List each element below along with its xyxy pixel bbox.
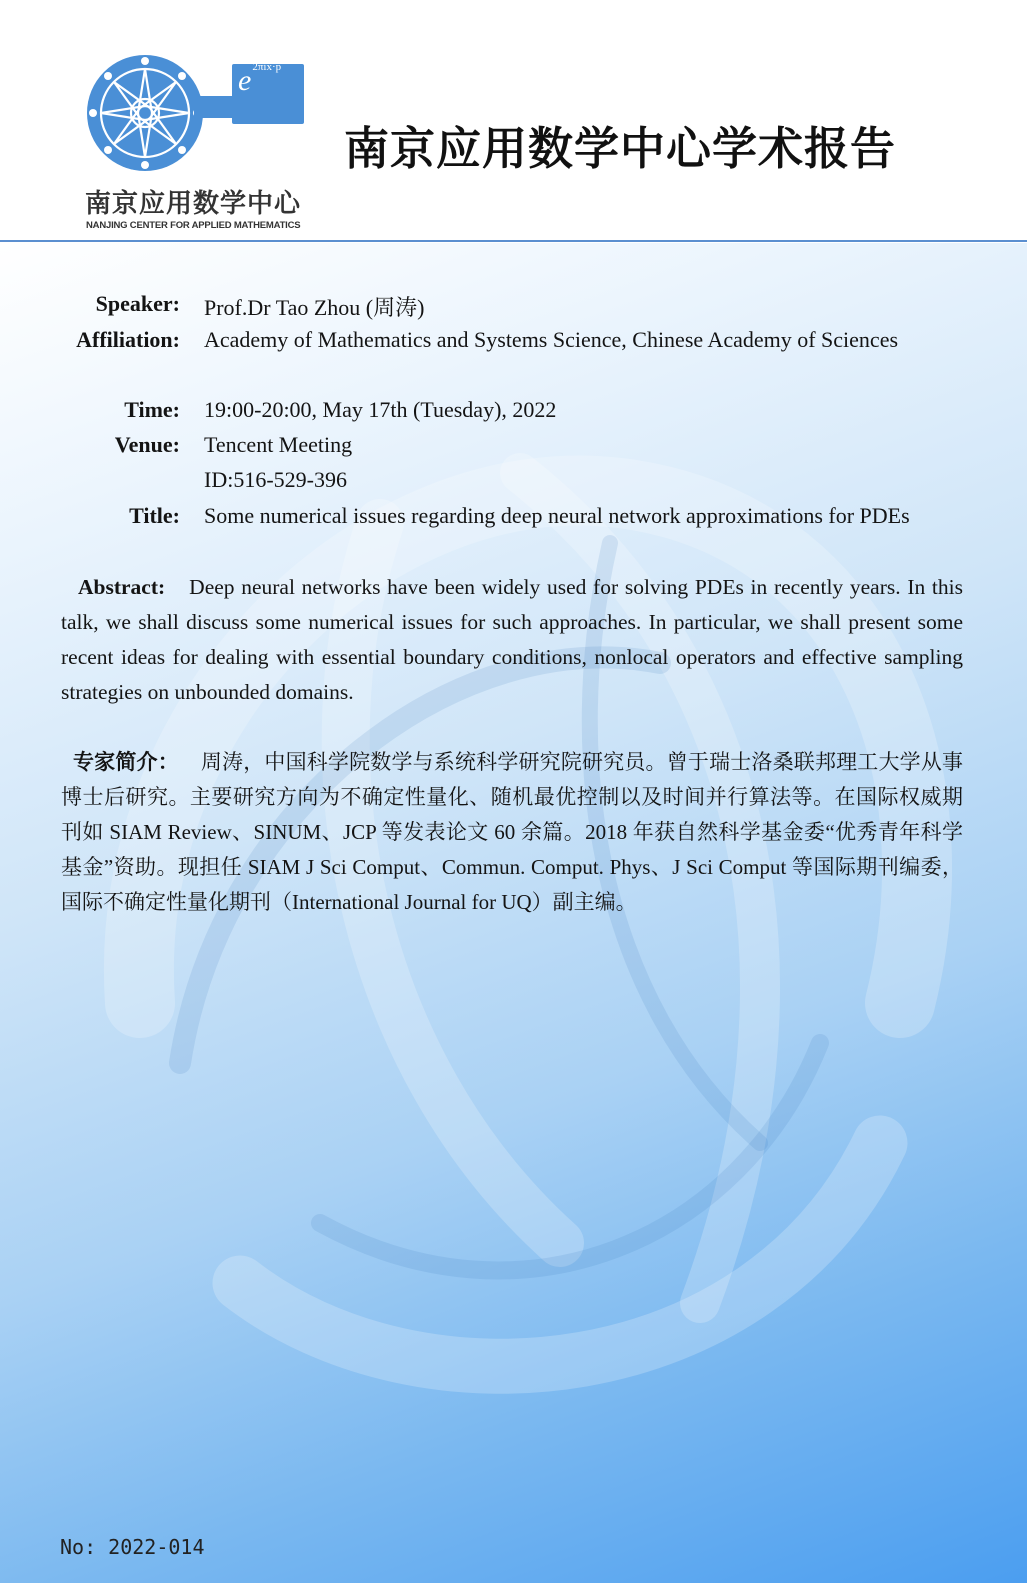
header-divider — [0, 240, 1027, 242]
bio-paragraph — [61, 745, 963, 920]
talk-title-label: Title: — [129, 503, 180, 528]
abstract-label: Abstract: — [78, 575, 166, 599]
report-number: No: 2022-014 — [60, 1535, 205, 1559]
venue-value: Tencent Meeting — [204, 432, 353, 457]
bio-label: 专家简介： — [73, 750, 179, 774]
logo-chinese-name: 南京应用数学中心 — [85, 189, 302, 219]
abstract-text: Deep neural networks have been widely used for solving PDEs in recently years. In this talk, we shall discuss some numerical issues for such approaches. In particular, we shall present some recent ideas for dealing with essential boundary conditions, nonlocal operators and effective sampling strategies on unbounded domains. — [61, 575, 963, 704]
logo-formula-exponent: 2πix·p — [252, 60, 282, 73]
time-value: 19:00-20:00, May 17th (Tuesday), 2022 — [204, 397, 557, 422]
speaker-value: Prof.Dr Tao Zhou (周涛) — [204, 295, 425, 320]
page-title: 南京应用数学中心学术报告 — [344, 122, 897, 175]
speaker-label: Speaker: — [95, 291, 180, 316]
affiliation-value: Academy of Mathematics and Systems Science, Chinese Academy of Sciences — [204, 327, 899, 352]
bio-text: 周涛，中国科学院数学与系统科学研究院研究员。曾于瑞士洛桑联邦理工大学从事博士后研究。主要研究方向为不确定性量化、随机最优控制以及时间并行算法等。在国际权威期刊如 SIAM Review、SINUM、JCP 等发表论文 60 余篇。2018 年获自然科学基金委“优秀青年科学基金”资助。现担任 SIAM J Sci Comput、Commun. Comput. Phys、J Sci Comput 等国际期刊编委，国际不确定性量化期刊（International Journal for UQ）副主编。 — [61, 750, 963, 914]
header — [0, 0, 1027, 243]
talk-title-value: Some numerical issues regarding deep neural network approximations for PDEs — [204, 503, 910, 528]
affiliation-label: Affiliation: — [76, 327, 180, 352]
venue-id: ID:516-529-396 — [204, 467, 347, 492]
abstract-paragraph — [61, 570, 963, 710]
logo-formula — [238, 60, 282, 98]
logo-english-name: NANJING CENTER FOR APPLIED MATHEMATICS — [86, 220, 301, 231]
time-label: Time: — [124, 397, 180, 422]
venue-label: Venue: — [114, 432, 180, 457]
logo-formula-base: e — [238, 64, 252, 97]
